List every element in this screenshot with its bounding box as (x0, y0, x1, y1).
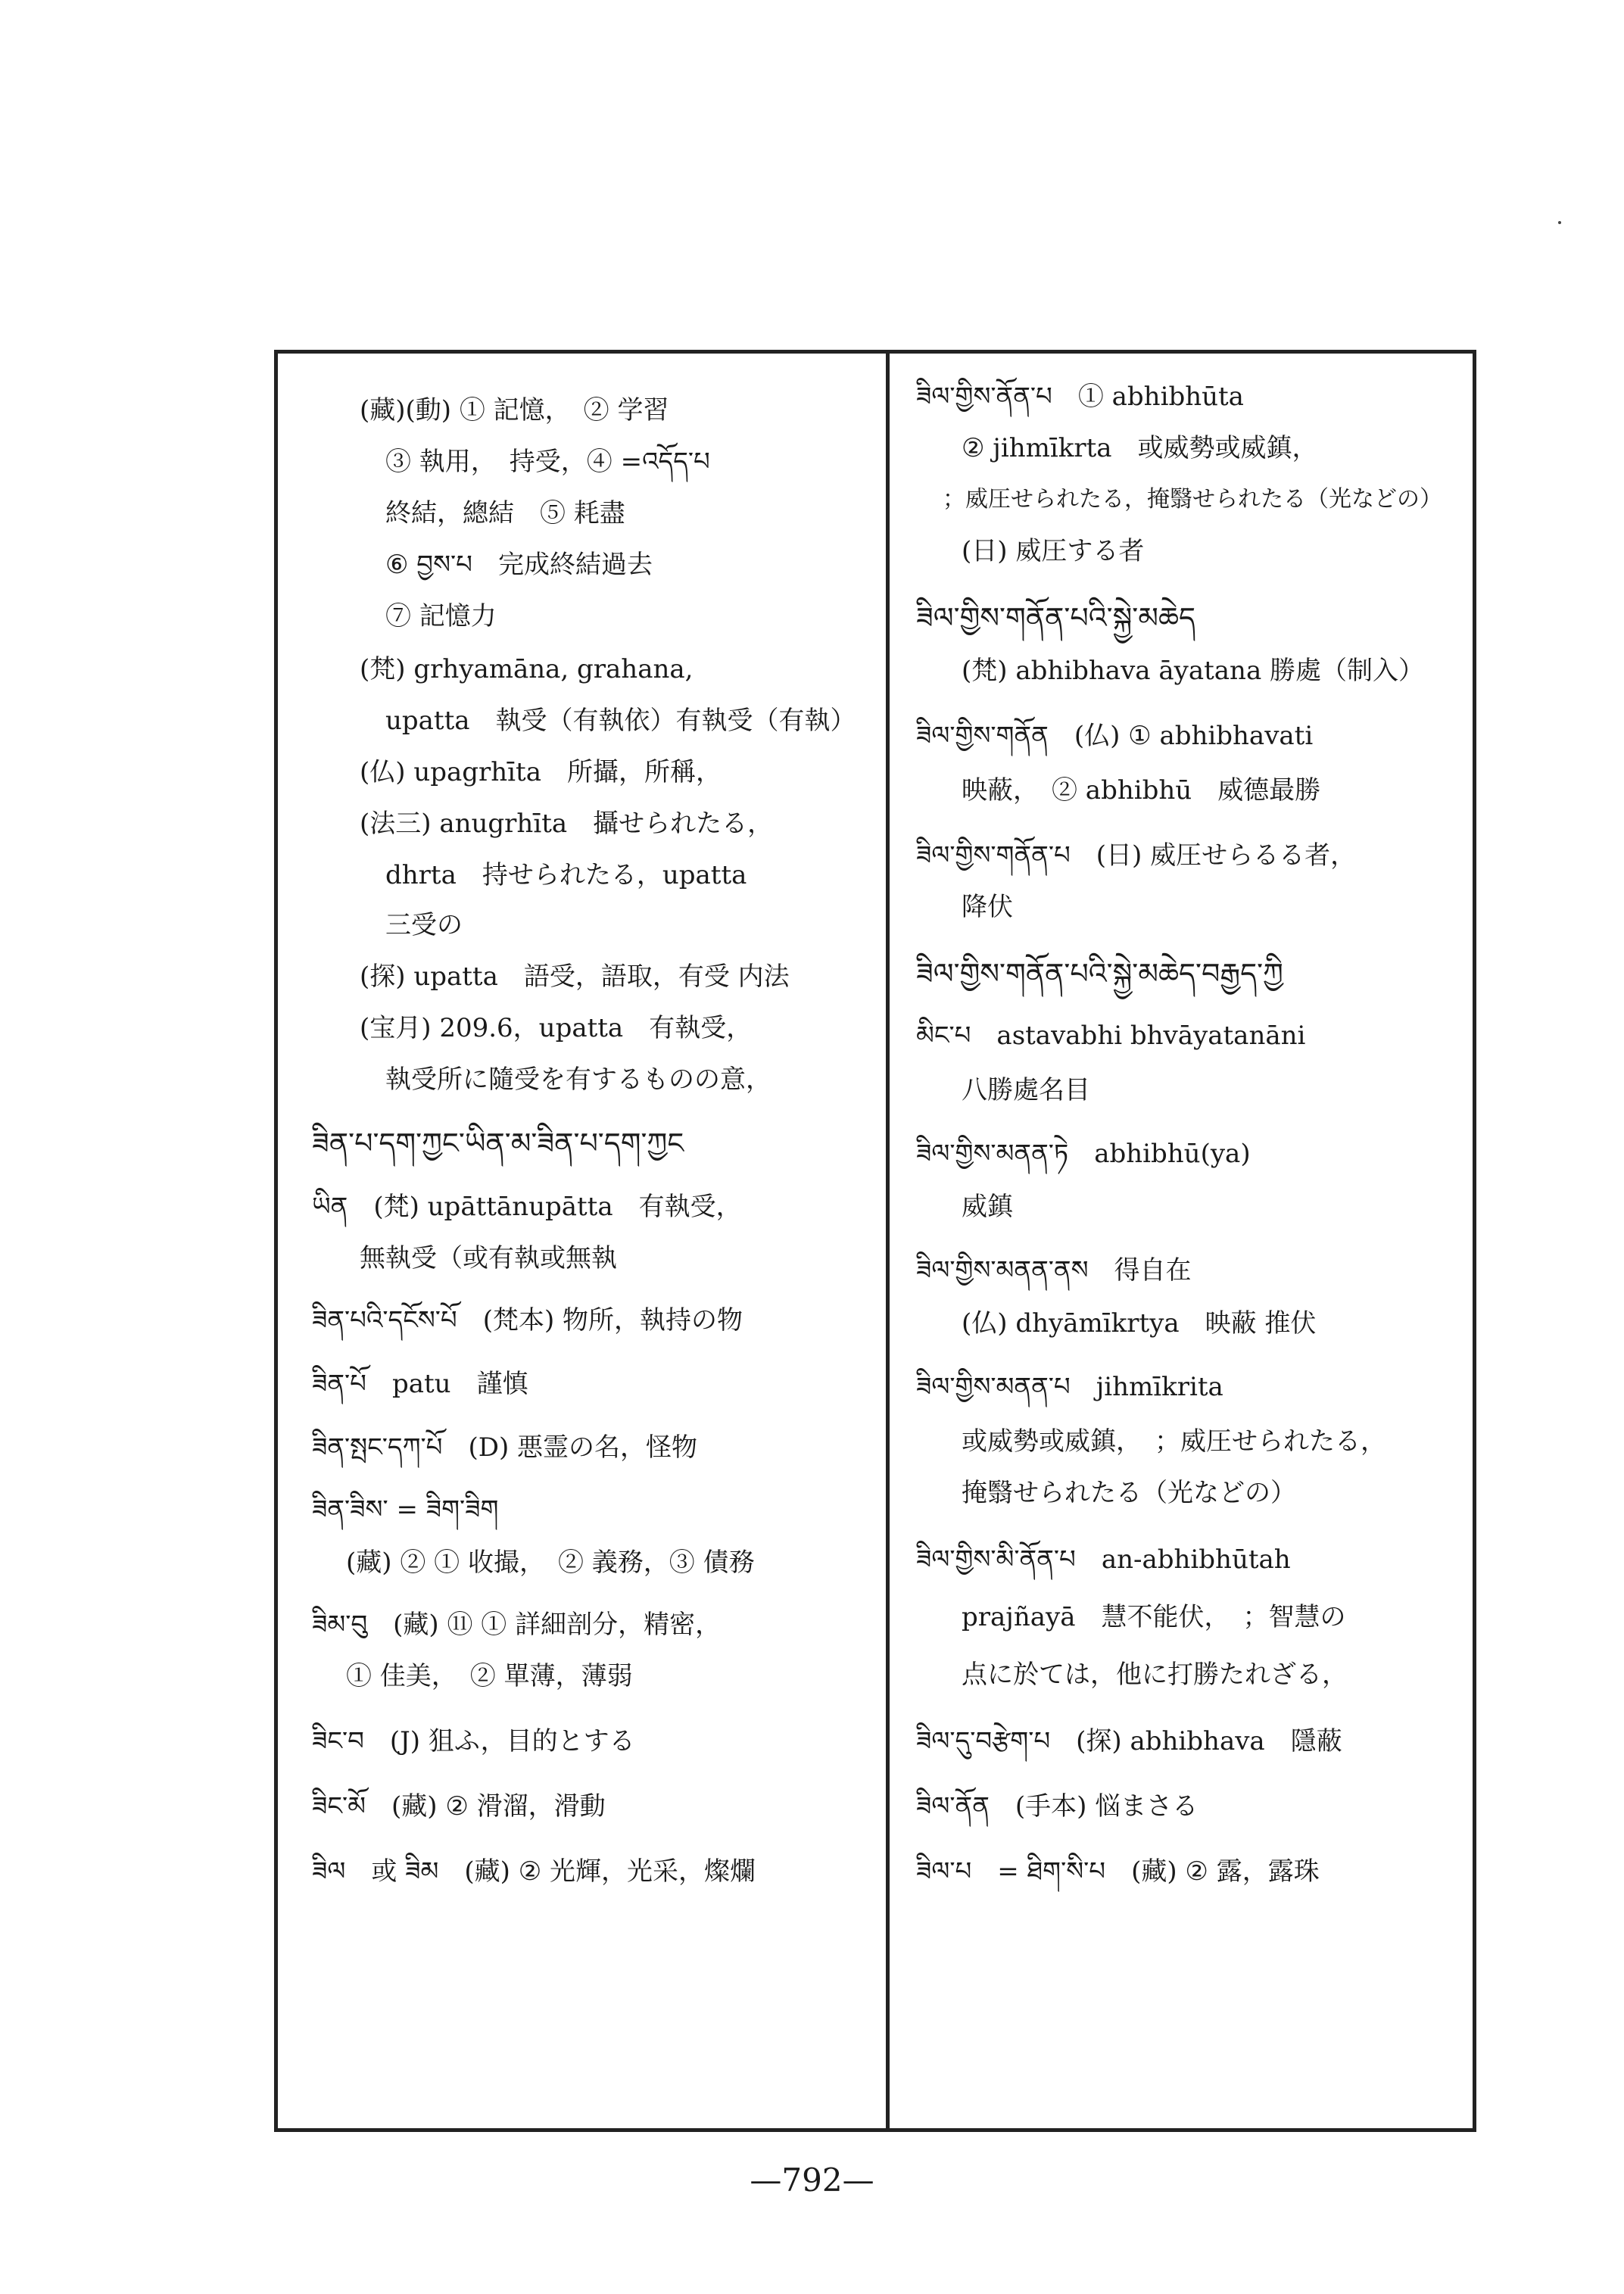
entry-line: (藏) ② ① 收撮， ② 義務，③ 債務 (346, 1548, 755, 1578)
right-column (890, 350, 1473, 2132)
entry-line: 三受の (385, 910, 463, 940)
entry-line: (仏) dhyāmīkrtya 映蔽 推伏 (962, 1308, 1317, 1339)
entry-line: (梵) grhyamāna, grahana, (360, 654, 694, 684)
entry-line: prajñayā 慧不能伏， ；智慧の (962, 1602, 1346, 1632)
entry-line: 無執受（或有執或無執 (360, 1243, 617, 1273)
entry-line: (仏) upagrhīta 所攝，所稱， (360, 757, 722, 787)
entry-line: ཟིལ་གྱིས་གནོན་པའི་སྐྱེ་མཆེད་བརྒྱད་ཀྱི (916, 957, 1283, 990)
entry-line: ⑥ བྱས་པ 完成終結過去 (385, 550, 653, 580)
entry-line: ② jihmīkrta 或威勢或威鎮， (962, 433, 1318, 463)
entry-line: (探) upatta 語受，語取，有受 内法 (360, 962, 790, 992)
entry-line: ཟིང་མོ (藏) ② 滑溜，滑動 (312, 1791, 606, 1822)
entry-line: ཟིལ་གྱིས་མནན་ནས 得自在 (916, 1255, 1192, 1286)
entry-line: ཟིལ་གྱིས་མནན་ཏེ abhibhū(ya) (916, 1139, 1251, 1169)
entry-line: 映蔽， ② abhibhū 威德最勝 (962, 775, 1321, 806)
entry-line: ཟིན་པའི་དངོས་པོ (梵本) 物所，執持の物 (312, 1305, 743, 1336)
entry-line: 降伏 (962, 892, 1013, 922)
entry-line: ཟིལ་དུ་བརྩེག་པ (探) abhibhava 隱蔽 (916, 1726, 1342, 1756)
entry-line: (宝月) 209.6，upatta 有執受， (360, 1013, 753, 1043)
entry-line: ཟིལ་པ = ཐིག་སི་པ (藏) ② 露，露珠 (916, 1856, 1320, 1887)
left-column (278, 350, 886, 2132)
entry-line: 八勝處名目 (962, 1075, 1090, 1105)
entry-line: 終結，總結 ⑤ 耗盡 (385, 498, 625, 528)
entry-line: 点に於ては，他に打勝たれざる， (962, 1660, 1348, 1690)
entry-line: dhrta 持せられたる，upatta (385, 860, 747, 890)
entry-line: ཟིམ་བུ (藏) ⑪ ① 詳細剖分，精密， (312, 1610, 722, 1640)
entry-line: ཟིན་པོ patu 謹慎 (312, 1369, 528, 1399)
entry-line: 或威勢或威鎮， ；威圧せられたる， (962, 1426, 1386, 1457)
page-number: —792— (750, 2162, 874, 2199)
entry-line: ཟིལ 或 ཟིམ (藏) ② 光輝，光采，燦爛 (312, 1856, 756, 1887)
entry-line: (梵) abhibhava āyatana 勝處（制入） (962, 656, 1425, 686)
entry-line: ཟིན་པ་དག་ཀྱང་ཡིན་མ་ཟིན་པ་དག་ཀྱང (312, 1127, 684, 1160)
entry-line: upatta 執受（有執依）有執受（有執） (385, 706, 856, 736)
entry-line: ③ 執用， 持受，④ =འདོད་པ (385, 447, 710, 477)
scan-speck (1558, 221, 1561, 224)
entry-line: 執受所に隨受を有するものの意， (385, 1064, 771, 1095)
entry-line: ཟིལ་གྱིས་གནོན་པ (日) 威圧せらるる者， (916, 840, 1357, 871)
entry-line: (法三) anugrhīta 攝せられたる， (360, 809, 774, 839)
entry-line: ① 佳美， ② 單薄，薄弱 (346, 1661, 633, 1691)
entry-line: ཟིལ་གྱིས་ནོན་པ ① abhibhūta (916, 382, 1244, 412)
entry-line: ཟིལ་གྱིས་གནོན་པའི་སྐྱེ་མཆེད (916, 601, 1196, 634)
entry-line: ཟིང་བ (J) 狙ふ，目的とする (312, 1726, 635, 1756)
entry-line: 威鎮 (962, 1192, 1013, 1222)
entry-line: ；威圧せられたる，掩翳せられたる（光などの） (943, 486, 1442, 513)
entry-line: ཡིན (梵) upāttānupātta 有執受， (312, 1192, 742, 1222)
entry-line: ཟིལ་གྱིས་མི་ནོན་པ an-abhibhūtah (916, 1544, 1291, 1575)
entry-line: ཟིལ་གྱིས་མནན་པ jihmīkrita (916, 1372, 1223, 1402)
entry-line: ཟིན་ཟིས་ = ཟིག་ཟིག (312, 1495, 499, 1525)
entry-line: ⑦ 記憶力 (385, 601, 497, 631)
entry-line: མིང་པ astavabhi bhvāyatanāni (916, 1021, 1306, 1051)
entry-line: ཟིལ་ནོན (手本) 悩まさる (916, 1791, 1199, 1822)
entry-line: ཟིན་སྤང་དཀ་པོ (D) 悪霊の名，怪物 (312, 1432, 698, 1463)
entry-line: (日) 威圧する者 (962, 536, 1145, 566)
entry-line: 掩翳せられたる（光などの） (962, 1478, 1296, 1508)
entry-line: (藏)(動) ① 記憶， ② 学習 (360, 395, 669, 425)
entry-line: ཟིལ་གྱིས་གནོན (仏) ① abhibhavati (916, 721, 1314, 751)
